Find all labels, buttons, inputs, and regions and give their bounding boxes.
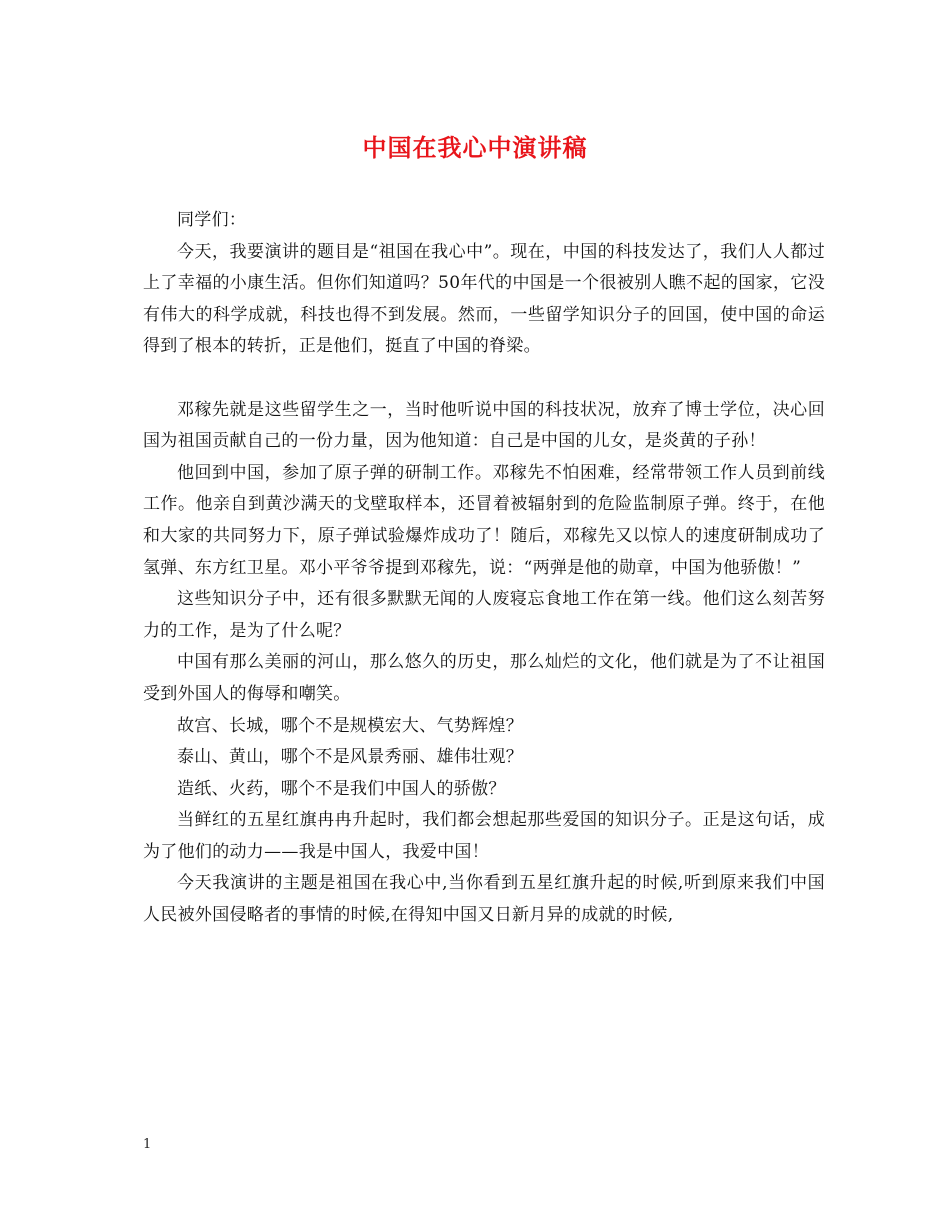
- body-paragraph-2: 邓稼先就是这些留学生之一，当时他听说中国的科技状况，放弃了博士学位，决心回国为祖国贡献自己的一份力量，因为他知道：自己是中国的儿女，是炎黄的子孙！: [143, 399, 825, 452]
- body-paragraph-1: 今天，我要演讲的题目是“祖国在我心中”。现在，中国的科技发达了，我们人人都过上了幸福的小康生活。但你们知道吗？50年代的中国是一个很被别人瞧不起的国家，它没有伟大的科学成就，科技也得不到发展。然而，一些留学知识分子的回国，使中国的命运得到了根本的转折，正是他们，挺直了中国的脊梁。: [143, 241, 825, 357]
- body-paragraph-10: 今天我演讲的主题是祖国在我心中,当你看到五星红旗升起的时候,听到原来我们中国人民被外国侵略者的事情的时候,在得知中国又日新月异的成就的时候,: [143, 873, 825, 926]
- body-paragraph-7: 泰山、黄山，哪个不是风景秀丽、雄伟壮观？: [177, 747, 523, 768]
- body-paragraph-9: 当鲜红的五星红旗冉冉升起时，我们都会想起那些爱国的知识分子。正是这句话，成为了他们的动力——我是中国人，我爱中国！: [143, 810, 825, 862]
- document-body: [143, 205, 825, 932]
- page-number: 1: [143, 1137, 152, 1152]
- body-paragraph-5: 中国有那么美丽的河山，那么悠久的历史，那么灿烂的文化，他们就是为了不让祖国受到外国人的侮辱和嘲笑。: [143, 652, 825, 704]
- body-paragraph-8: 造纸、火药，哪个不是我们中国人的骄傲？: [177, 778, 506, 799]
- salutation-paragraph: 同学们：: [177, 210, 247, 230]
- body-paragraph-3: 他回到中国，参加了原子弹的研制工作。邓稼先不怕困难，经常带领工作人员到前线工作。他亲自到黄沙满天的戈壁取样本，还冒着被辐射到的危险监制原子弹。终于，在他和大家的共同努力下，原子弹试验爆炸成功了！随后，邓稼先又以惊人的速度研制成功了氢弹、东方红卫星。邓小平爷爷提到邓稼先，说：“两弹是他的勋章，中国为他骄傲！”: [143, 462, 825, 578]
- document-title: 中国在我心中演讲稿: [362, 133, 588, 162]
- body-paragraph-6: 故宫、长城，哪个不是规模宏大、气势辉煌？: [177, 715, 523, 736]
- body-paragraph-4: 这些知识分子中，还有很多默默无闻的人废寝忘食地工作在第一线。他们这么刻苦努力的工作，是为了什么呢？: [143, 589, 825, 641]
